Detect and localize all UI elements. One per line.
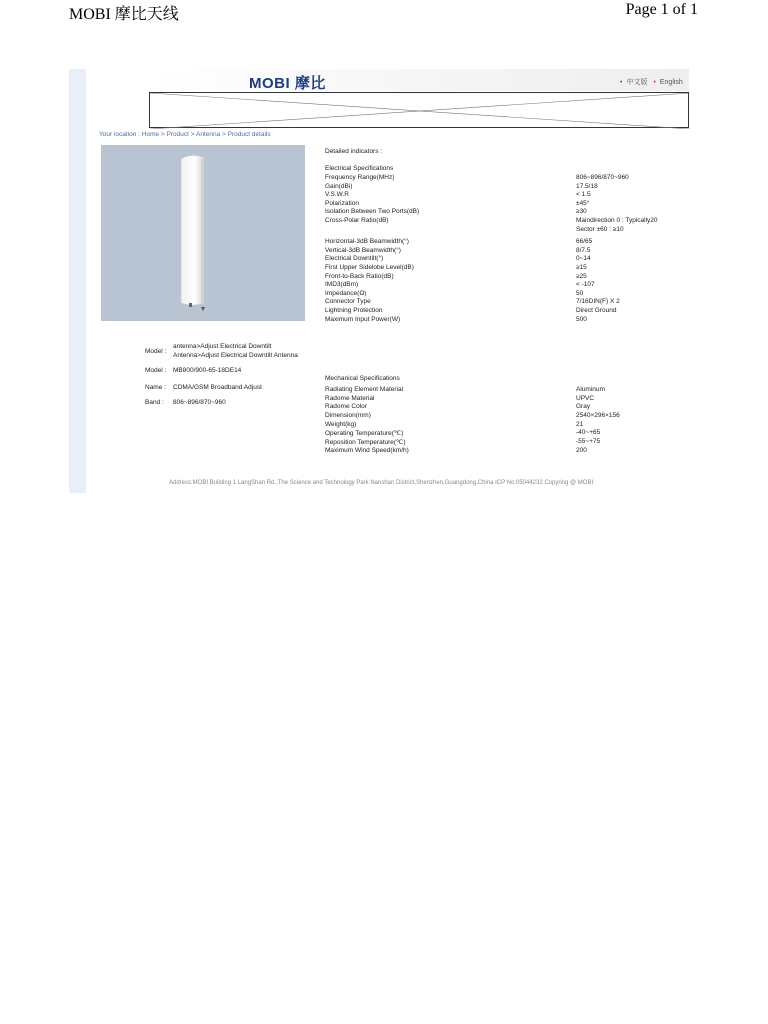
spec-row (325, 264, 587, 271)
spec-row (325, 174, 629, 181)
spec-key: Radiating Element Material (325, 386, 404, 393)
spec-key: V.S.W.R (325, 191, 349, 199)
spec-row (325, 246, 591, 254)
spec-value: < -107 (576, 281, 595, 289)
spec-row (325, 289, 584, 297)
name-value: CDMA/GSM Broadband Adjust (173, 384, 262, 391)
language-switcher: • 中文版 • English (620, 79, 683, 86)
mobi-logo[interactable]: MOBI 摩比 (249, 75, 326, 92)
spec-heading: Detailed indicators : (325, 148, 383, 155)
spec-row (325, 315, 587, 323)
spec-value: 8/7.5 (576, 246, 591, 254)
spec-key: Cross-Polar Ratio(dB) (325, 217, 389, 224)
spec-row (325, 429, 601, 438)
spec-row (325, 208, 587, 216)
banner-placeholder (149, 92, 689, 128)
print-header (0, 0, 768, 24)
spec-row (325, 403, 591, 411)
breadcrumb-path[interactable]: Home > Product > Antenna > Product details (141, 131, 271, 138)
page-frame (69, 69, 703, 493)
spec-row (325, 281, 595, 289)
spec-key: Polarization (325, 199, 359, 207)
spec-key: First Upper Sidelobe Level(dB) (325, 264, 414, 271)
spec-value: -55~+75 (576, 437, 601, 445)
spec-row (325, 199, 590, 207)
spec-value: < 1.5 (576, 191, 591, 199)
model-number-label: Model : (145, 367, 167, 374)
spec-value: 50 (576, 289, 584, 297)
product-photo (101, 145, 305, 321)
lang-english-link[interactable]: English (659, 79, 683, 86)
spec-value: Direct Ground (576, 307, 617, 314)
spec-row (325, 272, 587, 280)
spec-row (325, 437, 601, 446)
spec-key: IMD3(dBm) (325, 281, 359, 289)
spec-row (325, 238, 593, 246)
broken-image-icon (150, 93, 690, 129)
spec-value: 200 (576, 446, 587, 454)
spec-value: 66/65 (576, 238, 593, 246)
spec-row (325, 394, 595, 402)
spec-row (325, 182, 598, 190)
antenna-image (101, 145, 305, 321)
spec-key: Radome Material (325, 394, 375, 402)
spec-row (325, 255, 591, 263)
spec-key: Maximum Input Power(W) (325, 315, 401, 323)
spec-key: Isolation Between Two Ports(dB) (325, 208, 420, 216)
spec-row (325, 386, 605, 393)
spec-key: Impedance(Ω) (325, 289, 367, 297)
spec-key: Radome Color (325, 403, 367, 411)
page-number: Page 1 of 1 (625, 1, 698, 18)
model-label: Model : (145, 348, 167, 355)
left-strip (69, 69, 86, 493)
spec-key: Connector Type (325, 298, 371, 306)
electrical-title: Electrical Specifications (325, 165, 394, 172)
spec-key: Dimension(mm) (325, 411, 371, 419)
model-number-value: MB800/900-65-18DE14 (173, 367, 242, 374)
footer-address: Address:MOBI Building 1 LangShan Rd.,The Science and Technology Park Nanshan District,Shenzhen,Guangdong,China ICP No:05044232 Copyring @ MOBI (169, 480, 594, 486)
category-line-2: Antenna>Adjust Electrical Downtilt Antenna (173, 352, 298, 359)
name-label: Name : (145, 384, 166, 391)
spec-row (325, 446, 587, 454)
spec-value: Sector ±60 : ≥10 (576, 225, 624, 233)
spec-row (325, 411, 620, 419)
spec-key: Gain(dBi) (325, 182, 353, 190)
spec-row (325, 298, 620, 306)
breadcrumb-prefix: Your location : (99, 131, 140, 138)
spec-value: Maindirection 0 : Typically20 (576, 217, 658, 224)
print-title: MOBI 摩比天线 (69, 6, 179, 23)
spec-key: Front-to-Back Ratio(dB) (325, 272, 394, 280)
band-label: Band : (145, 399, 164, 406)
spec-row (325, 217, 658, 224)
spec-value: 21 (576, 420, 584, 428)
mechanical-title: Mechanical Specifications (325, 375, 400, 382)
spec-value: 7/16DIN(F) X 2 (576, 298, 620, 306)
spec-value: ≥30 (576, 208, 587, 216)
breadcrumb (99, 131, 271, 138)
spec-key: Frequency Range(MHz) (325, 174, 395, 181)
spec-row (325, 191, 591, 199)
spec-key: Vertical-3dB Beamwidth(°) (325, 246, 401, 254)
spec-value: 2540×296×156 (576, 411, 620, 419)
spec-row (325, 420, 584, 428)
spec-value: ±45° (576, 199, 590, 207)
spec-key: Weight(kg) (325, 420, 357, 428)
spec-value: Aluminum (576, 386, 605, 393)
spec-value: 17.5/18 (576, 182, 598, 190)
spec-value: 500 (576, 315, 587, 323)
spec-value: Gray (576, 403, 591, 411)
spec-key: Electrical Downtilt(°) (325, 255, 384, 263)
spec-key: Lightning Protection (325, 307, 383, 314)
spec-value: ≥25 (576, 272, 587, 280)
spec-value: ≥15 (576, 264, 587, 271)
spec-value: 806~896/870~960 (576, 174, 629, 181)
spec-value: 0~14 (576, 255, 591, 263)
spec-key: Horizontal-3dB Beamwidth(°) (325, 238, 409, 246)
band-value: 806~896/870~960 (173, 399, 226, 406)
spec-row (325, 307, 617, 314)
spec-value: -40~+65 (576, 429, 601, 437)
spec-value: UPVC (576, 394, 595, 402)
spec-key: Reposition Temperature(℃) (325, 438, 406, 446)
lang-chinese-link[interactable]: 中文版 (626, 79, 648, 86)
category-line-1: antenna>Adjust Electrical Downtilt (173, 343, 272, 350)
site-header (149, 69, 689, 91)
spec-key: Maximum Wind Speed(km/h) (325, 446, 409, 454)
spec-key: Operating Temperature(℃) (325, 430, 404, 438)
